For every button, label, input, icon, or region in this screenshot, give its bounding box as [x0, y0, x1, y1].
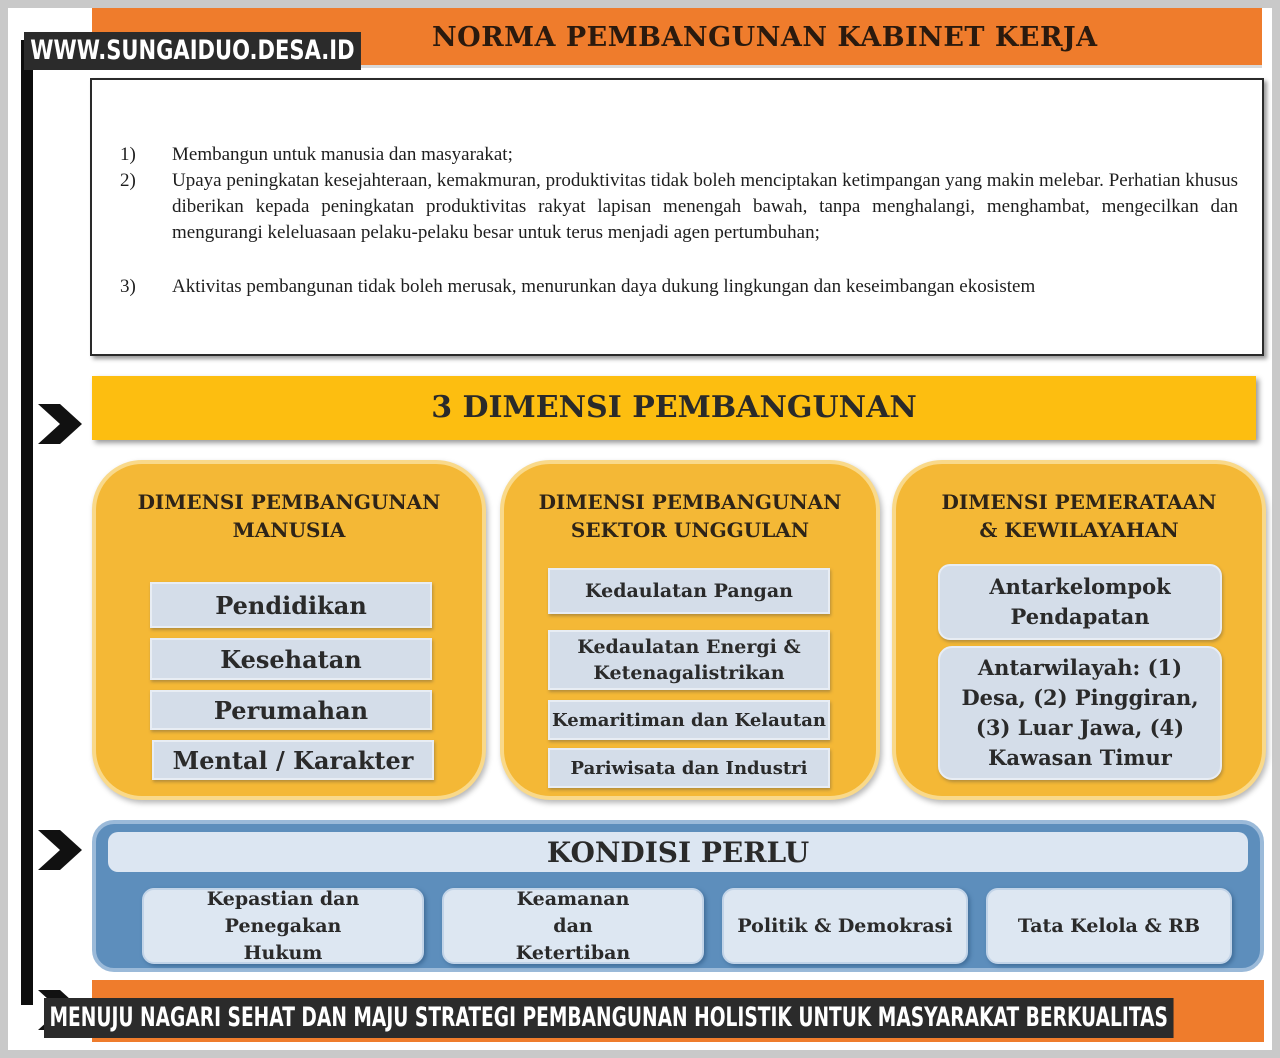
card-title: [896, 488, 1262, 544]
header-title: NORMA PEMBANGUNAN KABINET KERJA: [432, 22, 1098, 53]
pill-item: Antarkelompok Pendapatan: [938, 564, 1222, 640]
chevron-right-icon: [36, 828, 84, 872]
pill-item: Kesehatan: [150, 638, 432, 680]
pill-item: Mental / Karakter: [152, 740, 434, 780]
pill-item: Perumahan: [150, 690, 432, 730]
kondisi-item: Politik & Demokrasi: [722, 888, 968, 964]
watermark: WWW.SUNGAIDUO.DESA.ID: [24, 32, 361, 70]
card-title-line: SEKTOR UNGGULAN: [570, 518, 810, 542]
dimensi-banner: [92, 376, 1256, 440]
card-title-line: & KEWILAYAHAN: [979, 518, 1179, 542]
kondisi-item: Kepastian dan Penegakan Hukum: [142, 888, 424, 964]
dimensi-card-manusia: [92, 460, 486, 800]
list-number: 2): [120, 170, 136, 191]
list-number: 1): [120, 144, 136, 165]
chevron-right-icon: [36, 402, 84, 446]
pill-item: Kedaulatan Pangan: [548, 568, 830, 614]
dimensi-card-sektor: [500, 460, 880, 800]
card-title-line: DIMENSI PEMERATAAN: [941, 490, 1217, 514]
pill-item: Pendidikan: [150, 582, 432, 628]
card-title: [504, 488, 876, 544]
caption-banner: MENUJU NAGARI SEHAT DAN MAJU STRATEGI PEMBANGUNAN HOLISTIK UNTUK MASYARAKAT BERKUALITAS: [44, 998, 1173, 1038]
pill-item: Kedaulatan Energi & Ketenagalistrikan: [548, 630, 830, 690]
card-title: [96, 488, 482, 544]
pill-item: Pariwisata dan Industri: [548, 748, 830, 788]
timeline-line: [21, 40, 33, 1005]
list-number: 3): [120, 276, 136, 297]
card-title-line: DIMENSI PEMBANGUNAN: [538, 490, 842, 514]
kondisi-item: Tata Kelola & RB: [986, 888, 1232, 964]
list-text: Upaya peningkatan kesejahteraan, kemakmuran, produktivitas tidak boleh menciptakan ketimpangan yang makin melebar. Perhatian khusus diberikan kepada peningkatan produktivitas rakyat lapisan menengah bawah, tanpa menghalangi, menghambat, mengecilkan dan mengurangi keleluasaan pelaku-pelaku besar untuk terus menjadi agen pertumbuhan;: [172, 170, 1238, 243]
dimensi-card-pemerataan: [892, 460, 1266, 800]
kondisi-title: KONDISI PERLU: [108, 832, 1248, 872]
card-title-line: MANUSIA: [232, 518, 346, 542]
pill-item: Antarwilayah: (1) Desa, (2) Pinggiran, (3) Luar Jawa, (4) Kawasan Timur: [938, 646, 1222, 780]
kondisi-item: Keamanan dan Ketertiban: [442, 888, 704, 964]
norma-box: [90, 78, 1264, 356]
kondisi-panel: [92, 820, 1264, 972]
list-text: Membangun untuk manusia dan masyarakat;: [172, 144, 513, 165]
pill-item: Kemaritiman dan Kelautan: [548, 700, 830, 740]
card-title-line: DIMENSI PEMBANGUNAN: [137, 490, 441, 514]
dimensi-title: 3 DIMENSI PEMBANGUNAN: [431, 390, 917, 425]
list-text: Aktivitas pembangunan tidak boleh merusak, menurunkan daya dukung lingkungan dan keseimbangan ekosistem: [172, 276, 1036, 297]
